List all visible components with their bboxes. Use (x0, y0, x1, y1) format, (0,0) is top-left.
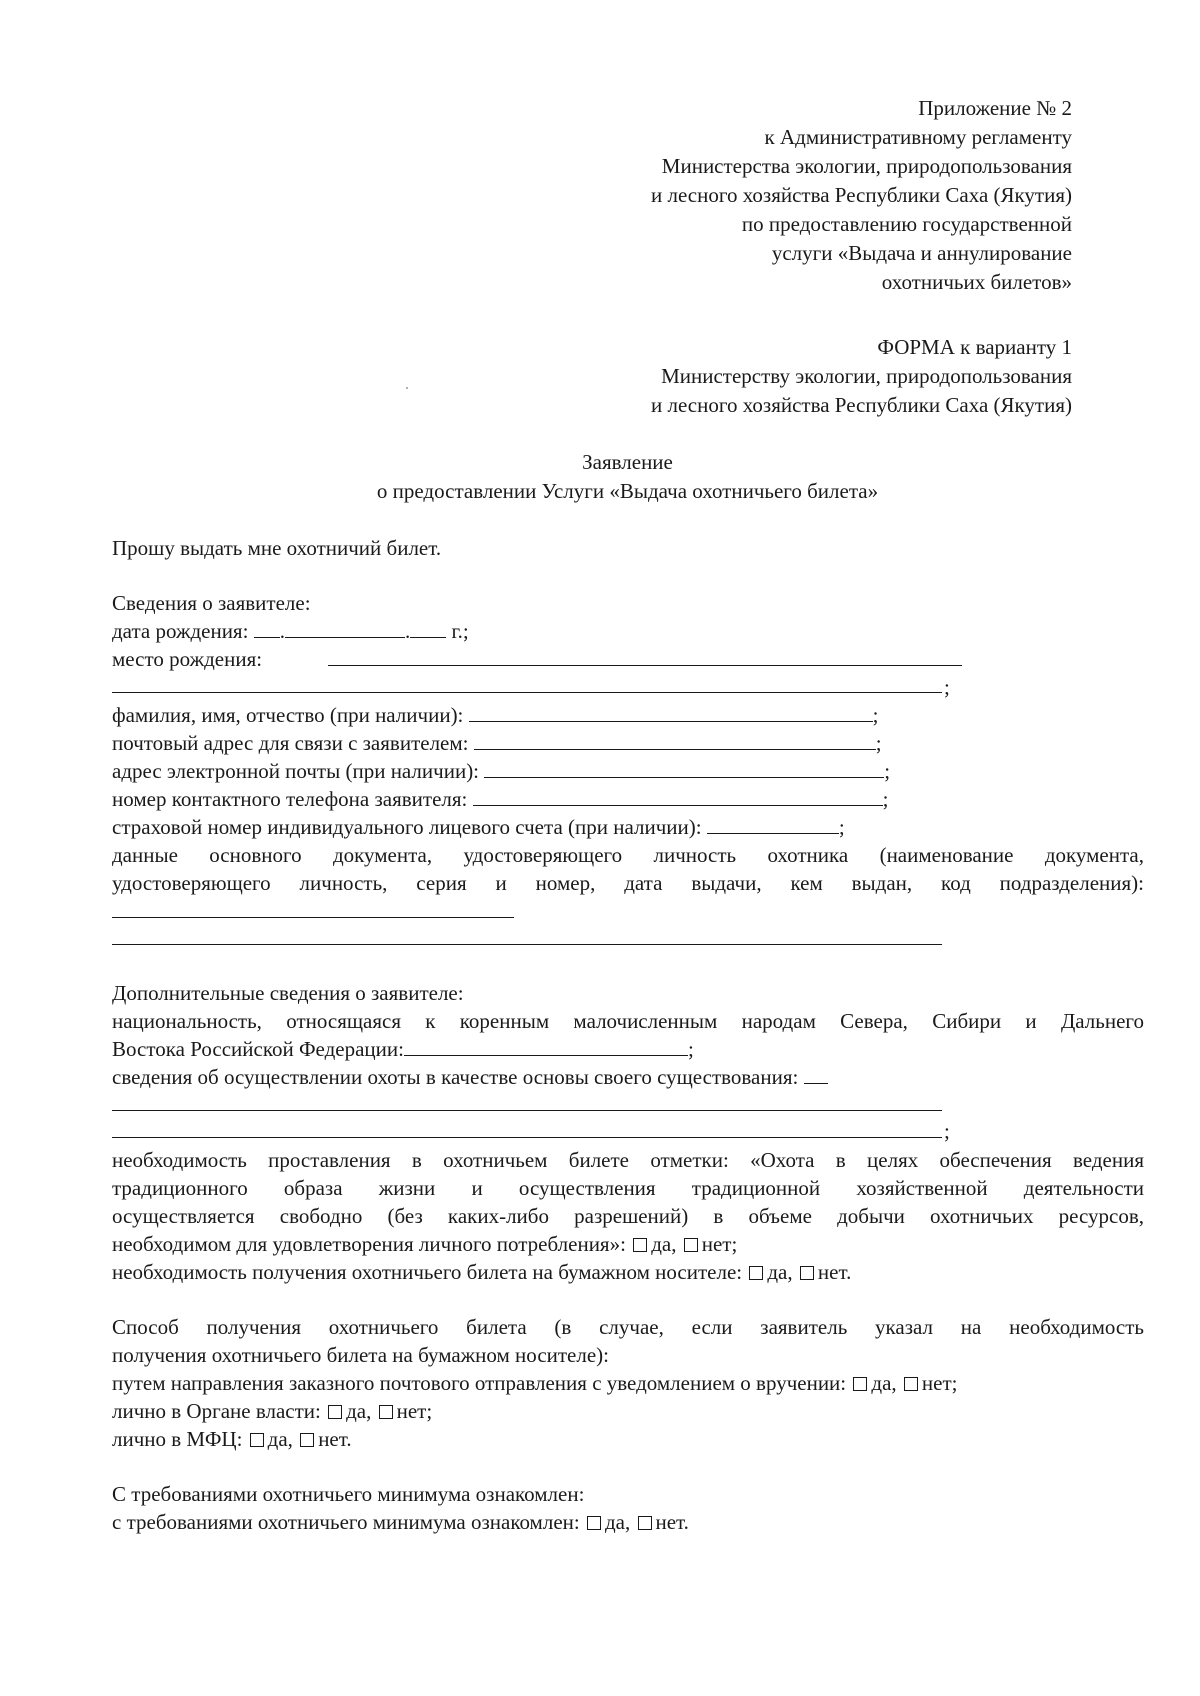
mark-line: осуществляется свободно (без каких-либо разрешений) в объеме добычи охотничьих ресурсов, (112, 1204, 1144, 1228)
email-field[interactable] (484, 757, 884, 778)
no-label: нет (655, 1510, 684, 1534)
no-label: нет (921, 1371, 952, 1395)
document-data-line: удостоверяющего личность, серия и номер, дата выдачи, кем выдан, код подразделения): (112, 871, 1144, 895)
postal-address-field[interactable] (474, 729, 876, 750)
semicolon: ; (875, 731, 882, 755)
minimum-row (112, 1508, 689, 1536)
authority-row (112, 1397, 432, 1425)
full-name-row (112, 701, 879, 729)
yes-label: да, (767, 1260, 793, 1284)
yes-label: да, (267, 1427, 293, 1451)
paper-no-checkbox[interactable] (800, 1266, 814, 1280)
birth-month-field[interactable] (285, 617, 405, 638)
minimum-heading: С требованиями охотничьего минимума ознакомлен: (112, 1482, 585, 1506)
period: . (846, 1260, 852, 1284)
yes-label: да, (651, 1232, 677, 1256)
full-name-label: фамилия, имя, отчество (при наличии): (112, 703, 464, 727)
phone-row (112, 785, 888, 813)
hunting-field[interactable] (804, 1063, 828, 1084)
annex-line: Министерства экологии, природопользования (661, 154, 1072, 178)
email-row (112, 757, 890, 785)
postal-label: почтовый адрес для связи с заявителем: (112, 731, 469, 755)
date-separator: . (404, 619, 411, 643)
no-label: нет (817, 1260, 847, 1284)
annex-number: Приложение № 2 (918, 96, 1072, 120)
semicolon: ; (951, 1371, 958, 1395)
document-data-field-continued[interactable] (112, 944, 942, 945)
minimum-yes-checkbox[interactable] (587, 1516, 601, 1530)
semicolon: ; (731, 1232, 738, 1256)
mark-line: традиционного образа жизни и осуществления традиционной хозяйственной деятельности (112, 1176, 1144, 1200)
period: . (346, 1427, 352, 1451)
semicolon: ; (944, 675, 950, 699)
full-name-field[interactable] (469, 701, 873, 722)
receipt-line: получения охотничьего билета на бумажном носителе): (112, 1343, 610, 1367)
addressee-line: и лесного хозяйства Республики Саха (Якутия) (650, 393, 1072, 417)
birth-year-field[interactable] (410, 617, 446, 638)
no-label: нет (396, 1399, 427, 1423)
mark-line: необходимом для удовлетворения личного потребления»: (112, 1232, 626, 1256)
paper-yes-checkbox[interactable] (749, 1266, 763, 1280)
mark-yes-checkbox[interactable] (633, 1238, 647, 1252)
annex-line: к Административному регламенту (764, 125, 1072, 149)
birth-date-row (112, 617, 469, 645)
addressee-line: Министерству экологии, природопользования (661, 364, 1072, 388)
mail-row (112, 1369, 958, 1397)
no-label: нет (318, 1427, 347, 1451)
mail-no-checkbox[interactable] (904, 1377, 918, 1391)
nationality-row (112, 1035, 694, 1063)
semicolon: ; (872, 703, 879, 727)
semicolon: ; (426, 1399, 433, 1423)
semicolon: ; (687, 1037, 694, 1061)
mfc-yes-checkbox[interactable] (250, 1433, 264, 1447)
nationality-line: национальность, относящаяся к коренным малочисленным народам Севера, Сибири и Дальнего (112, 1009, 1144, 1033)
hunting-row (112, 1063, 828, 1091)
annex-line: охотничьих билетов» (881, 270, 1072, 294)
document-data-field[interactable] (112, 917, 514, 918)
mail-yes-checkbox[interactable] (853, 1377, 867, 1391)
mfc-label: лично в МФЦ: (112, 1427, 243, 1451)
request-text: Прошу выдать мне охотничий билет. (112, 536, 442, 560)
document-subtitle: о предоставлении Услуги «Выдача охотничьего билета» (376, 479, 879, 503)
date-separator: . (279, 619, 285, 643)
nationality-field[interactable] (404, 1035, 688, 1056)
yes-label: да, (346, 1399, 372, 1423)
birth-year-suffix: г.; (451, 619, 469, 643)
scan-speck (406, 387, 408, 389)
authority-yes-checkbox[interactable] (328, 1405, 342, 1419)
document-data-line: данные основного документа, удостоверяющего личность охотника (наименование документа, (112, 843, 1144, 867)
hunting-field-continued[interactable] (112, 1110, 942, 1111)
semicolon: ; (884, 759, 891, 783)
yes-label: да, (871, 1371, 897, 1395)
annex-line: и лесного хозяйства Республики Саха (Якутия) (650, 183, 1072, 207)
form-label: ФОРМА к варианту 1 (877, 335, 1072, 359)
document-title: Заявление (582, 450, 673, 474)
hunting-field-continued[interactable] (112, 1137, 942, 1138)
mark-line: необходимость проставления в охотничьем билете отметки: «Охота в целях обеспечения ведения (112, 1148, 1144, 1172)
minimum-label: с требованиями охотничьего минимума ознакомлен: (112, 1510, 580, 1534)
minimum-no-checkbox[interactable] (638, 1516, 652, 1530)
annex-line: услуги «Выдача и аннулирование (771, 241, 1072, 265)
mfc-row (112, 1425, 352, 1453)
mail-label: путем направления заказного почтового отправления с уведомлением о вручении: (112, 1371, 847, 1395)
snils-field[interactable] (707, 813, 839, 834)
paper-row (112, 1258, 851, 1286)
applicant-heading: Сведения о заявителе: (112, 591, 311, 615)
authority-no-checkbox[interactable] (379, 1405, 393, 1419)
phone-label: номер контактного телефона заявителя: (112, 787, 468, 811)
postal-row (112, 729, 882, 757)
yes-label: да, (604, 1510, 631, 1534)
birth-day-field[interactable] (254, 617, 280, 638)
authority-label: лично в Органе власти: (112, 1399, 321, 1423)
no-label: нет (701, 1232, 732, 1256)
semicolon: ; (838, 815, 845, 839)
birth-place-label: место рождения: (112, 647, 263, 671)
snils-label: страховой номер индивидуального лицевого счета (при наличии): (112, 815, 702, 839)
semicolon: ; (882, 787, 889, 811)
phone-field[interactable] (473, 785, 883, 806)
mfc-no-checkbox[interactable] (300, 1433, 314, 1447)
receipt-line: Способ получения охотничьего билета (в случае, если заявитель указал на необходимость (112, 1315, 1144, 1339)
semicolon: ; (944, 1119, 950, 1143)
paper-label: необходимость получения охотничьего билета на бумажном носителе: (112, 1260, 743, 1284)
additional-heading: Дополнительные сведения о заявителе: (112, 981, 464, 1005)
mark-row (112, 1230, 737, 1258)
email-label: адрес электронной почты (при наличии): (112, 759, 480, 783)
mark-no-checkbox[interactable] (684, 1238, 698, 1252)
annex-line: по предоставлению государственной (741, 212, 1072, 236)
hunting-label: сведения об осуществлении охоты в качестве основы своего существования: (112, 1065, 799, 1089)
nationality-label: Востока Российской Федерации: (112, 1037, 404, 1061)
snils-row (112, 813, 845, 841)
birth-date-label: дата рождения: (112, 619, 249, 643)
period: . (683, 1510, 689, 1534)
birth-place-field[interactable] (328, 665, 962, 666)
birth-place-field-continued[interactable] (112, 692, 942, 693)
